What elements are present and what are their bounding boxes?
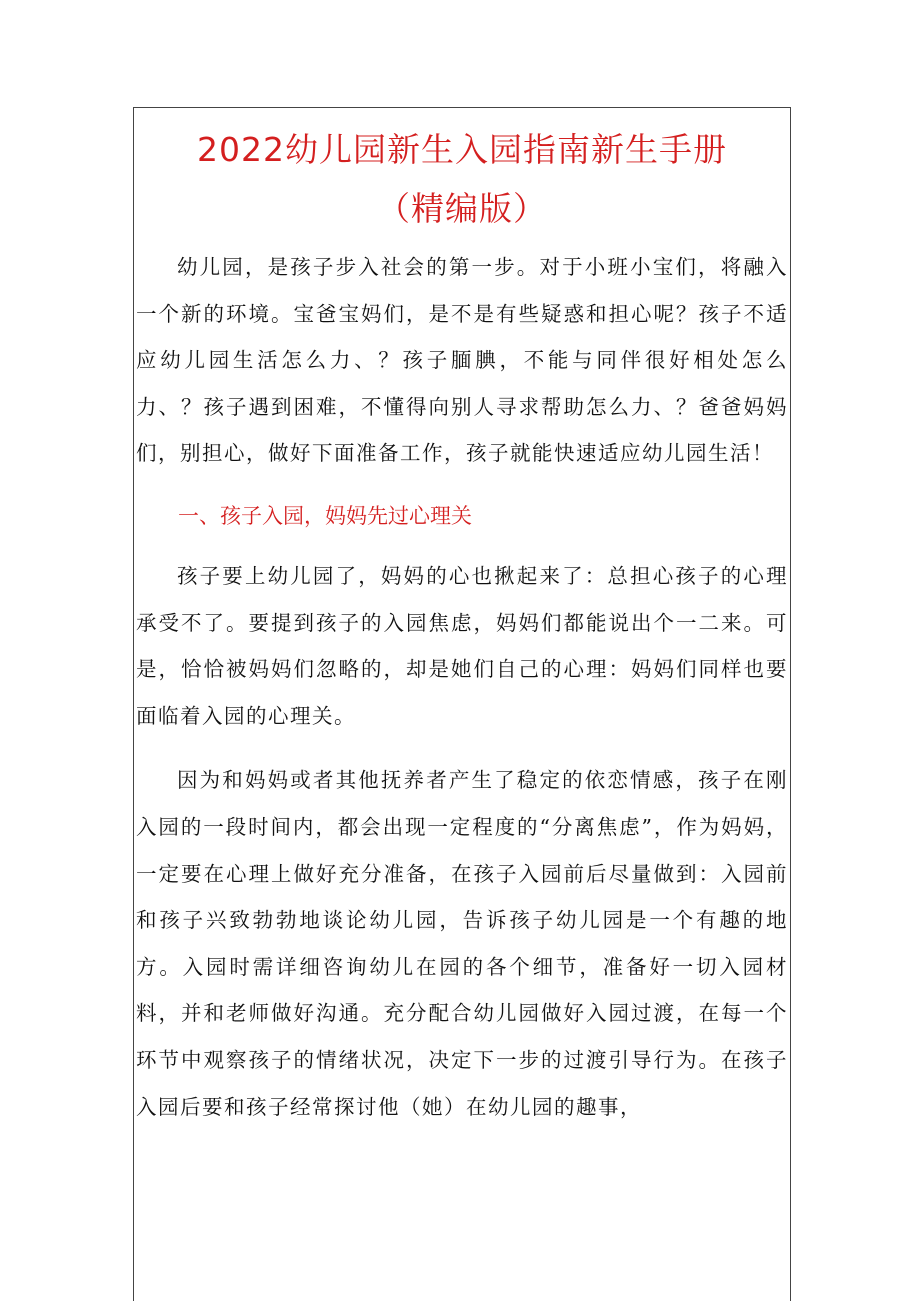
section-paragraph: 孩子要上幼儿园了，妈妈的心也揪起来了：总担心孩子的心理承受不了。要提到孩子的入园焦虑，妈妈们都能说出个一二来。可是，恰恰被妈妈们忽略的，却是她们自己的心理：妈妈们同样也要面临着入园的心理关。	[136, 563, 788, 728]
intro-paragraph: 幼儿园，是孩子步入社会的第一步。对于小班小宝们，将融入一个新的环境。宝爸宝妈们，是不是有些疑惑和担心呢？孩子不适应幼儿园生活怎么力、？孩子腼腆，不能与同伴很好相处怎么力、？孩子遇到困难，不懂得向别人寻求帮助怎么力、？爸爸妈妈们，别担心，做好下面准备工作，孩子就能快速适应幼儿园生活！	[136, 255, 788, 466]
document-subtitle: （精编版）	[377, 189, 547, 228]
document-body	[136, 244, 788, 1130]
document-title: 2022幼儿园新生入园指南新生手册	[197, 130, 727, 169]
section-paragraph: 因为和妈妈或者其他抚养者产生了稳定的依恋情感，孩子在刚入园的一段时间内，都会出现一定程度的“分离焦虑”，作为妈妈，一定要在心理上做好充分准备，在孩子入园前后尽量做到：入园前和孩子兴致勃勃地谈论幼儿园，告诉孩子幼儿园是一个有趣的地方。入园时需详细咨询幼儿在园的各个细节，准备好一切入园材料，并和老师做好沟通。充分配合幼儿园做好入园过渡，在每一个环节中观察孩子的情绪状况，决定下一步的过渡引导行为。在孩子入园后要和孩子经常探讨他（她）在幼儿园的趣事，	[136, 768, 788, 1119]
section-heading: 一、孩子入园，妈妈先过心理关	[178, 503, 472, 528]
